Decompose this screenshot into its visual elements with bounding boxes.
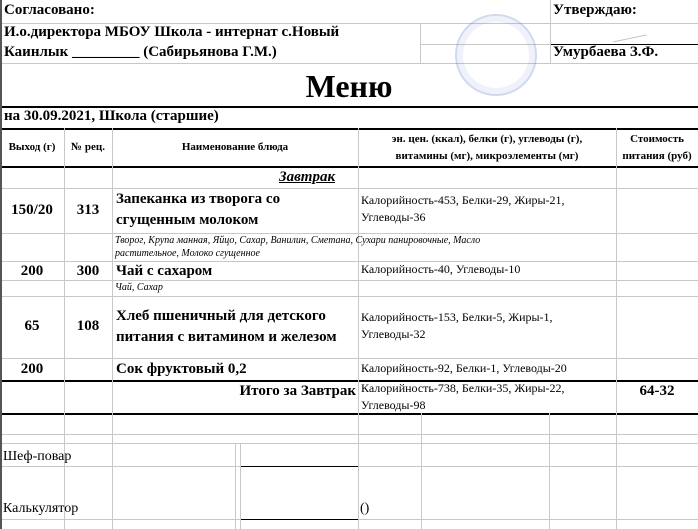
item-name: Сок фруктовый 0,2 [116, 361, 247, 377]
item-recipe: 300 [76, 263, 100, 279]
item-name: Запеканка из творога со [116, 191, 281, 207]
item-recipe: 108 [76, 318, 100, 334]
item-recipe: 313 [76, 202, 100, 218]
agreed-label: Согласовано: [4, 2, 95, 18]
item-ingredients: Чай, Сахар [115, 282, 163, 293]
col-recipe: № рец. [71, 141, 105, 153]
total-nutrition: Калорийность-738, Белки-35, Жиры-22, [361, 381, 565, 395]
item-ingredients: Творог, Крупа манная, Яйцо, Сахар, Ванилин, Сметана, Сухари панировочные, Масло [115, 235, 481, 246]
item-name: Чай с сахаром [116, 263, 213, 279]
item-name: сгущенным молоком [116, 212, 259, 228]
approve-label: Утверждаю: [553, 2, 637, 18]
col-yield: Выход (г) [8, 141, 56, 153]
col-nutrition-2: витамины (мг), микроэлементы (мг) [395, 150, 579, 162]
agreed-line-2: Каинлык _________ (Сабирьянова Г.М.) [4, 44, 277, 60]
item-nutrition: Калорийность-453, Белки-29, Жиры-21, [361, 193, 565, 207]
chef-label: Шеф-повар [3, 449, 72, 464]
col-dish: Наименование блюда [181, 141, 289, 153]
item-nutrition: Калорийность-92, Белки-1, Углеводы-20 [361, 361, 567, 375]
calculator-label: Калькулятор [3, 501, 79, 516]
col-nutrition-1: эн. цен. (ккал), белки (г), углеводы (г), [391, 133, 583, 145]
item-nutrition: Углеводы-36 [361, 210, 426, 224]
calculator-parens: () [360, 501, 370, 516]
total-label: Итого за Завтрак [239, 383, 356, 399]
total-cost: 64-32 [639, 383, 675, 399]
item-yield: 65 [24, 318, 40, 334]
agreed-line-1: И.о.директора МБОУ Школа - интернат с.Новый [4, 24, 340, 40]
item-nutrition: Углеводы-32 [361, 327, 426, 341]
item-nutrition: Калорийность-153, Белки-5, Жиры-1, [361, 310, 553, 324]
item-yield: 200 [20, 263, 44, 279]
section-breakfast: Завтрак [278, 169, 336, 185]
item-nutrition: Калорийность-40, Углеводы-10 [361, 262, 521, 276]
approver-name: Умурбаева З.Ф. [553, 44, 659, 60]
item-yield: 150/20 [11, 202, 53, 218]
item-name: питания с витамином и железом [116, 329, 337, 345]
col-cost-1: Стоимость [630, 133, 684, 145]
item-name: Хлеб пшеничный для детского [116, 308, 326, 324]
item-ingredients: растительное, Молоко сгущенное [115, 248, 260, 259]
col-cost-2: питания (руб) [622, 150, 692, 162]
total-nutrition: Углеводы-98 [361, 398, 426, 412]
menu-subtitle: на 30.09.2021, Школа (старшие) [4, 108, 219, 124]
page-title: Меню [305, 68, 393, 104]
item-yield: 200 [20, 361, 44, 377]
signature [611, 25, 647, 43]
